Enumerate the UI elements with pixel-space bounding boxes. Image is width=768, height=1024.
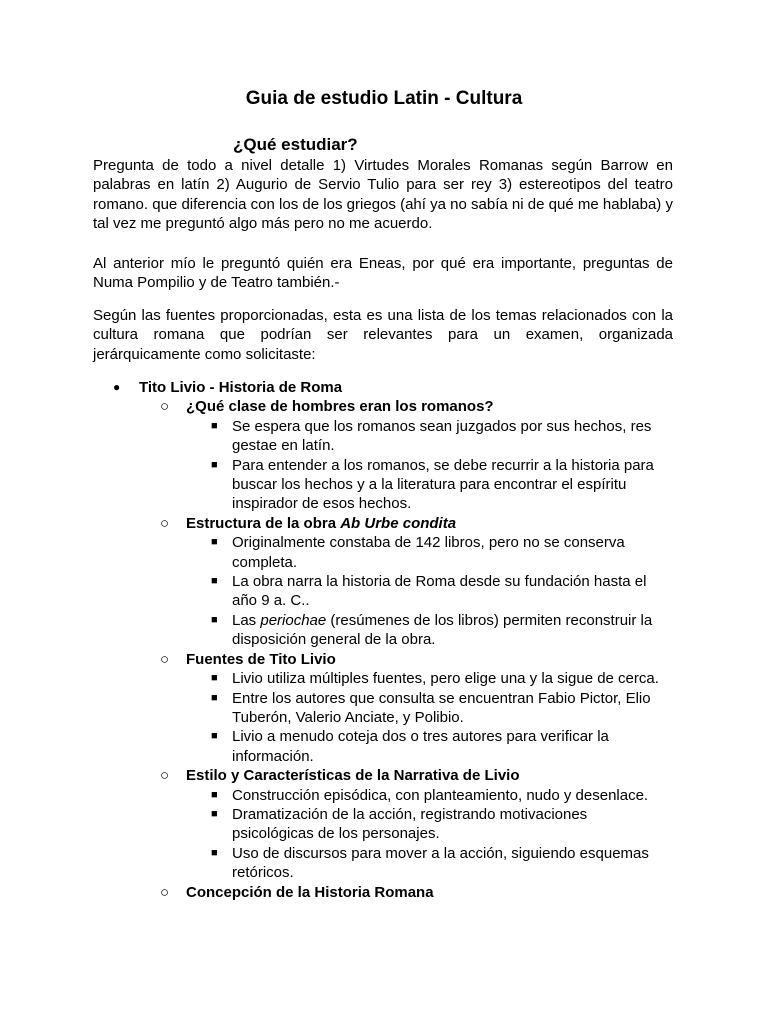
outline-section [0,766,768,785]
outline-section [0,650,768,669]
square-bullet-icon: ■ [211,730,218,743]
item-text: Originalmente constaba de 142 libros, pero no se conserva completa. [232,534,625,571]
outline-section [0,397,768,416]
square-bullet-icon: ■ [211,788,218,801]
outline-item [0,572,672,611]
outline-section [0,514,768,533]
outline-topic [0,378,768,397]
item-text: Construcción episódica, con planteamiento, nudo y desenlace. [232,786,649,804]
square-bullet-icon: ■ [211,458,218,471]
outline-section [0,883,768,902]
item-text: Se espera que los romanos sean juzgados por sus hechos, res gestae en latín. [232,417,652,455]
outline-item [0,669,672,688]
square-bullet-icon: ■ [211,536,218,549]
section-heading-emphasis: Ab Urbe condita [340,514,457,532]
outline-item [0,844,672,883]
square-bullet-icon: ■ [211,575,218,588]
section-heading: Fuentes de Tito Livio [186,650,336,668]
square-bullet-icon: ■ [211,807,218,820]
topic-outline [0,378,768,902]
section-subtitle: ¿Qué estudiar? [233,135,358,154]
circle-bullet-icon: ○ [160,514,170,532]
item-text: Livio utiliza múltiples fuentes, pero elige una y la sigue de cerca. [232,670,659,688]
section-heading: Concepción de la Historia Romana [186,883,434,901]
section-heading: Estructura de la obra [186,514,341,532]
square-bullet-icon: ■ [211,846,218,859]
paragraph-intro-list: Según las fuentes proporcionadas, esta es una lista de los temas relacionados con la cultura romana que podrían ser relevantes para un examen, organizada jerárquicamente como solicitaste: [93,307,673,363]
circle-bullet-icon: ○ [160,767,170,785]
item-text: Dramatización de la acción, registrando motivaciones psicológicas de los personajes. [232,805,588,843]
item-text-emphasis: periochae [260,611,327,629]
section-heading: Estilo y Características de la Narrativa de Livio [186,767,520,785]
item-text: La obra narra la historia de Roma desde su fundación hasta el año 9 a. C.. [232,573,647,610]
item-text-post: (resúmenes de los libros) permiten reconstruir la disposición general de la obra. [232,611,653,649]
item-text: Entre los autores que consulta se encuentran Fabio Pictor, Elio Tuberón, Valerio Anciate, y Polibio. [232,689,651,726]
document-title: Guia de estudio Latin - Cultura [245,88,523,109]
outline-item [0,786,672,805]
outline-topic-label: Tito Livio - Historia de Roma [139,379,343,396]
square-bullet-icon: ■ [211,691,218,704]
circle-bullet-icon: ○ [160,650,170,668]
item-text: Para entender a los romanos, se debe recurrir a la historia para buscar los hechos y a la literatura para encontrar el espíritu inspirador de esos hechos. [232,456,654,513]
outline-item [0,727,672,766]
square-bullet-icon: ■ [211,613,218,626]
outline-item [0,611,672,650]
paragraph-exam-notes: Pregunta de todo a nivel detalle 1) Virtudes Morales Romanas según Barrow en palabras en latín 2) Augurio de Servio Tulio para ser rey 3) estereotipos del teatro romano. que diferencia con los de los griegos (ahí ya no sabía ni de qué me hablaba) y tal vez me preguntó algo más pero no me acuerdo. [93,157,673,233]
circle-bullet-icon: ○ [160,883,170,901]
outline-item [0,689,672,728]
outline-item [0,805,672,844]
outline-item [0,417,672,456]
section-heading: ¿Qué clase de hombres eran los romanos? [186,398,494,416]
item-text: Uso de discursos para mover a la acción, siguiendo esquemas retóricos. [232,844,649,882]
item-text-pre: Las [232,611,261,629]
outline-item [0,456,672,514]
bullet-icon: ● [113,380,121,394]
circle-bullet-icon: ○ [160,398,170,416]
square-bullet-icon: ■ [211,419,218,432]
square-bullet-icon: ■ [211,672,218,685]
outline-item [0,533,672,572]
paragraph-previous-exam: Al anterior mío le preguntó quién era Eneas, por qué era importante, preguntas de Numa Pompilio y de Teatro también.- [93,255,673,292]
item-text: Livio a menudo coteja dos o tres autores para verificar la información. [232,728,609,765]
